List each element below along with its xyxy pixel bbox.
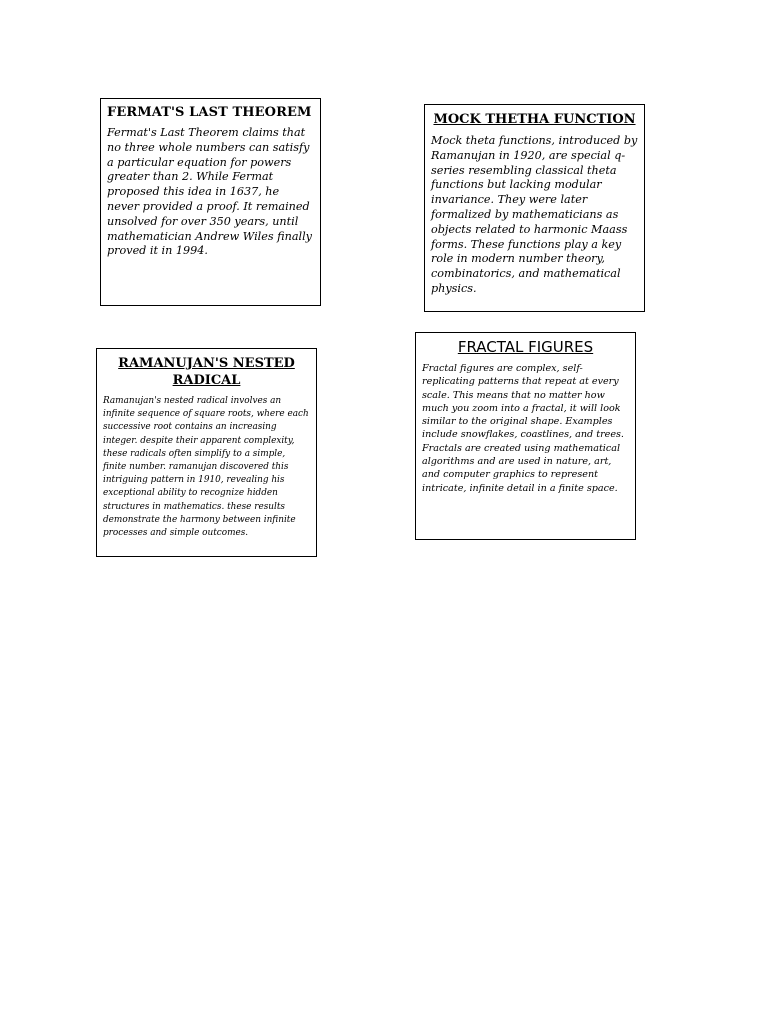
card-body: Mock theta functions, introduced by Ramanujan in 1920, are special q-series resembling classical theta functions but lacking modular invariance. They were later formalized by mathematicians as objects related to harmonic Maass forms. These functions play a key role in modern number theory, combinatorics, and mathematical physics. — [431, 134, 638, 295]
card-body: Fractal figures are complex, self-replicating patterns that repeat at every scale. This means that no matter how much you zoom into a fractal, it will look similar to the original shape. Examples include snowflakes, coastlines, and trees. Fractals are created using mathematical algorithms and are used in nature, art, and computer graphics to represent intricate, infinite detail in a finite space. — [422, 363, 624, 494]
card-ramanujans-nested-radical — [96, 348, 317, 557]
card-title: FRACTAL FIGURES — [457, 338, 594, 356]
card-fractal-figures — [415, 332, 636, 540]
card-body: Fermat's Last Theorem claims that no three whole numbers can satisfy a particular equation for powers greater than 2. While Fermat proposed this idea in 1637, he never provided a proof. It remained unsolved for over 350 years, until mathematician Andrew Wiles finally proved it in 1994. — [107, 126, 312, 258]
card-mock-theta-function — [424, 104, 645, 312]
card-title: MOCK THETHA FUNCTION — [433, 112, 636, 127]
card-fermats-last-theorem — [100, 98, 321, 306]
card-title: FERMAT'S LAST THEOREM — [107, 105, 312, 120]
card-body: Ramanujan's nested radical involves an infinite sequence of square roots, where each successive root contains an increasing integer. despite their apparent complexity, these radicals often simplify to a simple, finite number. ramanujan discovered this intriguing pattern in 1910, revealing his exceptional ability to recognize hidden structures in mathematics. these results demonstrate the harmony between infinite processes and simple outcomes. — [103, 396, 309, 539]
card-title: RAMANUJAN'S NESTED RADICAL — [118, 356, 295, 388]
